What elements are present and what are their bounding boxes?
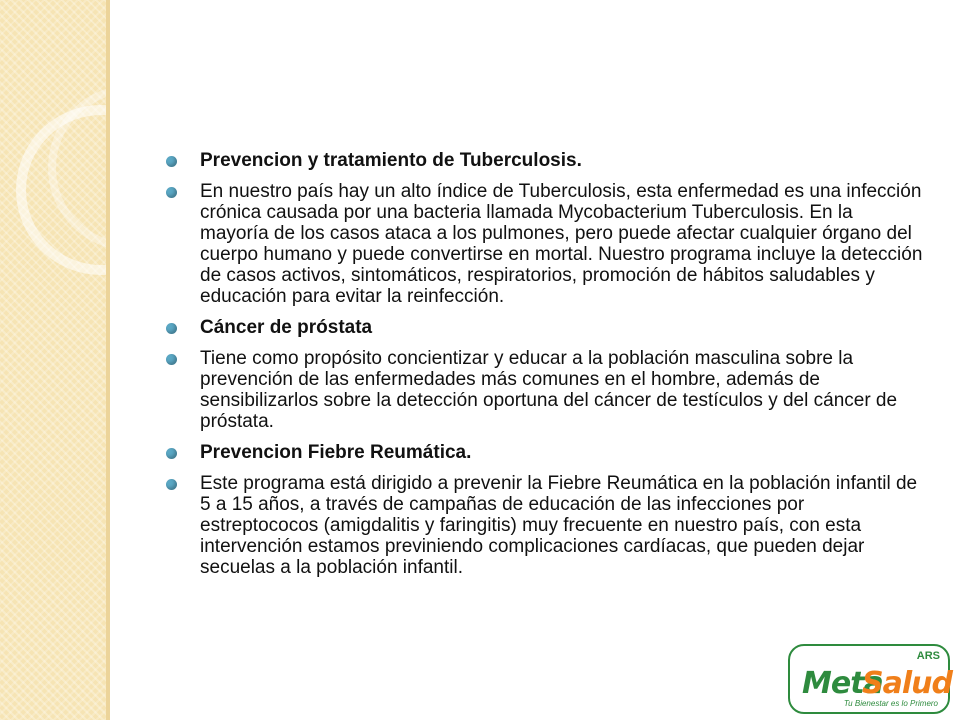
logo-meta: Meta xyxy=(802,666,883,701)
bullet-dot-icon xyxy=(166,156,177,167)
side-band-edge xyxy=(106,0,110,720)
bullet-item xyxy=(166,317,926,338)
bullet-dot-icon xyxy=(166,354,177,365)
bullet-item xyxy=(166,348,926,432)
bullet-text: Este programa está dirigido a prevenir la Fiebre Reumática en la población infantil de 5 a 15 años, a través de campañas de educación de las infecciones por estreptococos (amigdalitis y faringitis) muy frecuente en nuestro país, con esta intervención estamos previniendo complicaciones cardíacas, que pueden dejar secuelas a la población infantil. xyxy=(200,473,918,578)
slide-content xyxy=(166,150,926,588)
logo-ars: ARS xyxy=(916,650,940,662)
bullet-dot-icon xyxy=(166,448,177,459)
bullet-item xyxy=(166,442,926,463)
bullet-text: En nuestro país hay un alto índice de Tuberculosis, esta enfermedad es una infección crónica causada por una bacteria llamada Mycobacterium Tuberculosis. En la mayoría de los casos ataca a los pulmones, pero puede afectar cualquier órgano del cuerpo humano y puede convertirse en mortal. Nuestro programa incluye la detección de casos activos, sintomáticos, respiratorios, promoción de hábitos saludables y educación para evitar la reinfección. xyxy=(200,181,923,307)
logo-tagline: Tu Bienestar es lo Primero xyxy=(843,699,938,708)
bullet-text: Cáncer de próstata xyxy=(200,317,373,338)
bullet-text: Prevencion Fiebre Reumática. xyxy=(200,442,472,463)
bullet-text: Prevencion y tratamiento de Tuberculosis. xyxy=(200,150,582,171)
logo-salud: Salud xyxy=(862,666,952,701)
decorative-side-band xyxy=(0,0,106,720)
bullet-item xyxy=(166,181,926,307)
bullet-list xyxy=(166,150,926,578)
bullet-item xyxy=(166,473,926,578)
bullet-dot-icon xyxy=(166,187,177,198)
metasalud-logo xyxy=(788,644,950,714)
bullet-dot-icon xyxy=(166,479,177,490)
bullet-dot-icon xyxy=(166,323,177,334)
bullet-item xyxy=(166,150,926,171)
bullet-text: Tiene como propósito concientizar y educar a la población masculina sobre la prevención de las enfermedades más comunes en el hombre, además de sensibilizarlos sobre la detección oportuna del cáncer de testículos y del cáncer de próstata. xyxy=(200,348,898,432)
